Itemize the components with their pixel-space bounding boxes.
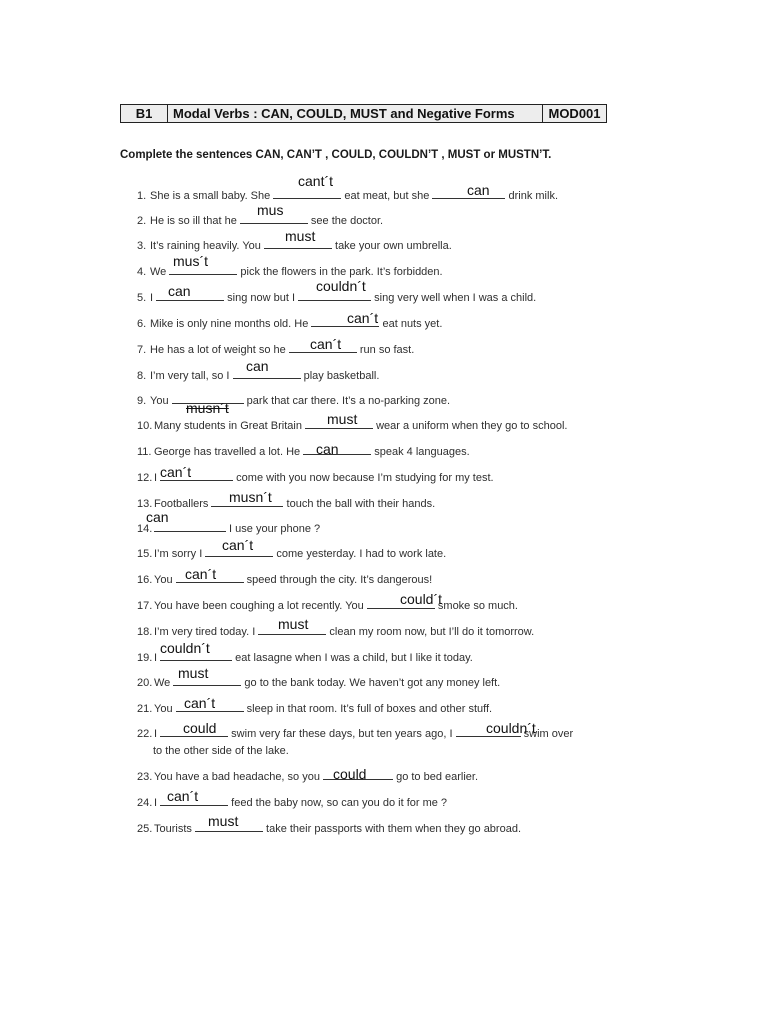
handwritten-answer: must bbox=[285, 228, 316, 244]
item-text: pick the flowers in the park. It’s forbidden. bbox=[237, 266, 443, 278]
exercise-item bbox=[137, 624, 534, 639]
handwritten-answer: must bbox=[178, 665, 209, 681]
item-text: Tourists bbox=[154, 823, 195, 835]
handwritten-answer: couldn´t bbox=[486, 720, 536, 736]
item-text: I bbox=[154, 797, 161, 809]
item-text: He is so ill that he bbox=[150, 215, 240, 227]
item-text: You bbox=[154, 574, 176, 586]
item-number: 15. bbox=[137, 548, 153, 560]
item-number: 19. bbox=[137, 652, 153, 664]
item-text: He has a lot of weight so he bbox=[150, 344, 289, 356]
item-number: 18. bbox=[137, 626, 153, 638]
item-number: 6. bbox=[137, 318, 147, 330]
item-text: eat nuts yet. bbox=[379, 318, 443, 330]
handwritten-answer: musn´t bbox=[229, 489, 272, 505]
item-text: see the doctor. bbox=[307, 215, 384, 227]
exercise-item bbox=[137, 188, 558, 203]
exercise-item bbox=[137, 572, 432, 587]
handwritten-answer: cant´t bbox=[298, 173, 334, 189]
item-text: You bbox=[154, 703, 176, 715]
item-text: eat meat, but she bbox=[341, 190, 433, 202]
item-text: go to the bank today. We haven’t got any money left. bbox=[241, 677, 501, 689]
item-number: 25. bbox=[137, 823, 153, 835]
item-text: take your own umbrella. bbox=[331, 240, 452, 252]
item-text: take their passports with them when they go abroad. bbox=[262, 823, 522, 835]
code-cell: MOD001 bbox=[548, 106, 601, 121]
item-text: swim over bbox=[520, 728, 574, 740]
exercise-item bbox=[153, 745, 289, 758]
handwritten-answer: can´t bbox=[160, 464, 192, 480]
item-number: 3. bbox=[137, 240, 147, 252]
item-number: 16. bbox=[137, 574, 153, 586]
item-number: 21. bbox=[137, 703, 153, 715]
item-number: 14. bbox=[137, 523, 153, 535]
item-text: drink milk. bbox=[505, 190, 558, 202]
handwritten-answer: can bbox=[146, 509, 169, 525]
item-text: feed the baby now, so can you do it for me ? bbox=[228, 797, 448, 809]
handwritten-answer: can bbox=[168, 283, 191, 299]
item-number: 17. bbox=[137, 600, 153, 612]
item-text: She is a small baby. She bbox=[150, 190, 274, 202]
title-cell: Modal Verbs : CAN, COULD, MUST and Negative Forms bbox=[168, 105, 543, 122]
item-text: clean my room now, but I’ll do it tomorrow. bbox=[326, 626, 535, 638]
item-text: to the other side of the lake. bbox=[153, 745, 289, 757]
exercise-item bbox=[137, 546, 446, 561]
item-text: I’m sorry I bbox=[154, 548, 206, 560]
item-text: touch the ball with their hands. bbox=[283, 498, 436, 510]
item-text: sleep in that room. It’s full of boxes and other stuff. bbox=[243, 703, 493, 715]
item-text: swim very far these days, but ten years ago, I bbox=[228, 728, 456, 740]
item-text: sing now but I bbox=[224, 292, 299, 304]
exercise-item bbox=[137, 496, 435, 511]
item-number: 9. bbox=[137, 395, 147, 407]
handwritten-answer: can´t bbox=[167, 788, 199, 804]
exercise-item bbox=[137, 769, 478, 784]
level-cell: B1 bbox=[121, 105, 168, 122]
item-text: eat lasagne when I was a child, but I like it today. bbox=[232, 652, 473, 664]
item-text: come yesterday. I had to work late. bbox=[273, 548, 447, 560]
item-number: 23. bbox=[137, 771, 153, 783]
item-number: 2. bbox=[137, 215, 147, 227]
handwritten-answer: could´t bbox=[400, 591, 443, 607]
handwritten-answer: can bbox=[467, 182, 490, 198]
handwritten-answer: can bbox=[246, 358, 269, 374]
handwritten-answer: mus bbox=[257, 202, 284, 218]
item-text: I bbox=[150, 292, 157, 304]
item-text: I use your phone ? bbox=[226, 523, 321, 535]
item-text: We bbox=[150, 266, 170, 278]
item-text: I bbox=[154, 472, 161, 484]
item-text: Many students in Great Britain bbox=[154, 420, 306, 432]
item-text: It’s raining heavily. You bbox=[150, 240, 264, 252]
handwritten-answer: could bbox=[333, 766, 367, 782]
exercise-item bbox=[137, 342, 414, 357]
handwritten-answer: musn´t bbox=[186, 400, 229, 416]
handwritten-answer: can bbox=[316, 441, 339, 457]
item-text: You have a bad headache, so you bbox=[154, 771, 324, 783]
handwritten-answer: can´t bbox=[347, 310, 379, 326]
item-number: 12. bbox=[137, 472, 153, 484]
item-number: 7. bbox=[137, 344, 147, 356]
instructions: Complete the sentences CAN, CAN’T , COULD, COULDN’T , MUST or MUSTN’T. bbox=[120, 149, 552, 161]
item-number: 11. bbox=[137, 446, 152, 458]
exercise-item bbox=[137, 821, 521, 836]
handwritten-answer: couldn´t bbox=[316, 278, 366, 294]
item-number: 24. bbox=[137, 797, 153, 809]
item-text: play basketball. bbox=[300, 370, 380, 382]
item-text: You bbox=[150, 395, 172, 407]
handwritten-answer: can´t bbox=[222, 537, 254, 553]
exercise-item bbox=[137, 598, 518, 613]
item-number: 8. bbox=[137, 370, 147, 382]
item-text: wear a uniform when they go to school. bbox=[373, 420, 568, 432]
item-text: speak 4 languages. bbox=[371, 446, 470, 458]
handwritten-answer: couldn´t bbox=[160, 640, 210, 656]
item-text: park that car there. It’s a no-parking zone. bbox=[243, 395, 451, 407]
item-text: I’m very tired today. I bbox=[154, 626, 259, 638]
handwritten-answer: could bbox=[183, 720, 217, 736]
exercise-item bbox=[137, 444, 470, 459]
item-text: smoke so much. bbox=[434, 600, 518, 612]
item-number: 22. bbox=[137, 728, 153, 740]
item-text: I bbox=[154, 652, 161, 664]
item-number: 4. bbox=[137, 266, 147, 278]
item-text: Footballers bbox=[154, 498, 212, 510]
item-text: You have been coughing a lot recently. You bbox=[154, 600, 367, 612]
handwritten-answer: must bbox=[327, 411, 358, 427]
handwritten-answer: can´t bbox=[185, 566, 217, 582]
handwritten-answer: can´t bbox=[310, 336, 342, 352]
item-text: run so fast. bbox=[356, 344, 415, 356]
item-number: 13. bbox=[137, 498, 153, 510]
worksheet-header bbox=[120, 104, 607, 123]
item-text: I’m very tall, so I bbox=[150, 370, 233, 382]
answer-blank[interactable] bbox=[273, 188, 341, 199]
item-text: speed through the city. It’s dangerous! bbox=[243, 574, 433, 586]
item-text: go to bed earlier. bbox=[393, 771, 479, 783]
handwritten-answer: mus´t bbox=[173, 253, 208, 269]
item-number: 20. bbox=[137, 677, 153, 689]
item-text: come with you now because I’m studying for my test. bbox=[233, 472, 494, 484]
item-text: sing very well when I was a child. bbox=[371, 292, 537, 304]
item-number: 10. bbox=[137, 420, 153, 432]
handwritten-answer: can´t bbox=[184, 695, 216, 711]
item-text: We bbox=[154, 677, 174, 689]
item-number: 5. bbox=[137, 292, 147, 304]
item-text: George has travelled a lot. He bbox=[154, 446, 304, 458]
exercise-item bbox=[137, 316, 442, 331]
item-number: 1. bbox=[137, 190, 147, 202]
handwritten-answer: must bbox=[278, 616, 309, 632]
item-text: Mike is only nine months old. He bbox=[150, 318, 312, 330]
handwritten-answer: must bbox=[208, 813, 239, 829]
item-text: I bbox=[154, 728, 161, 740]
exercise-item bbox=[137, 393, 450, 408]
